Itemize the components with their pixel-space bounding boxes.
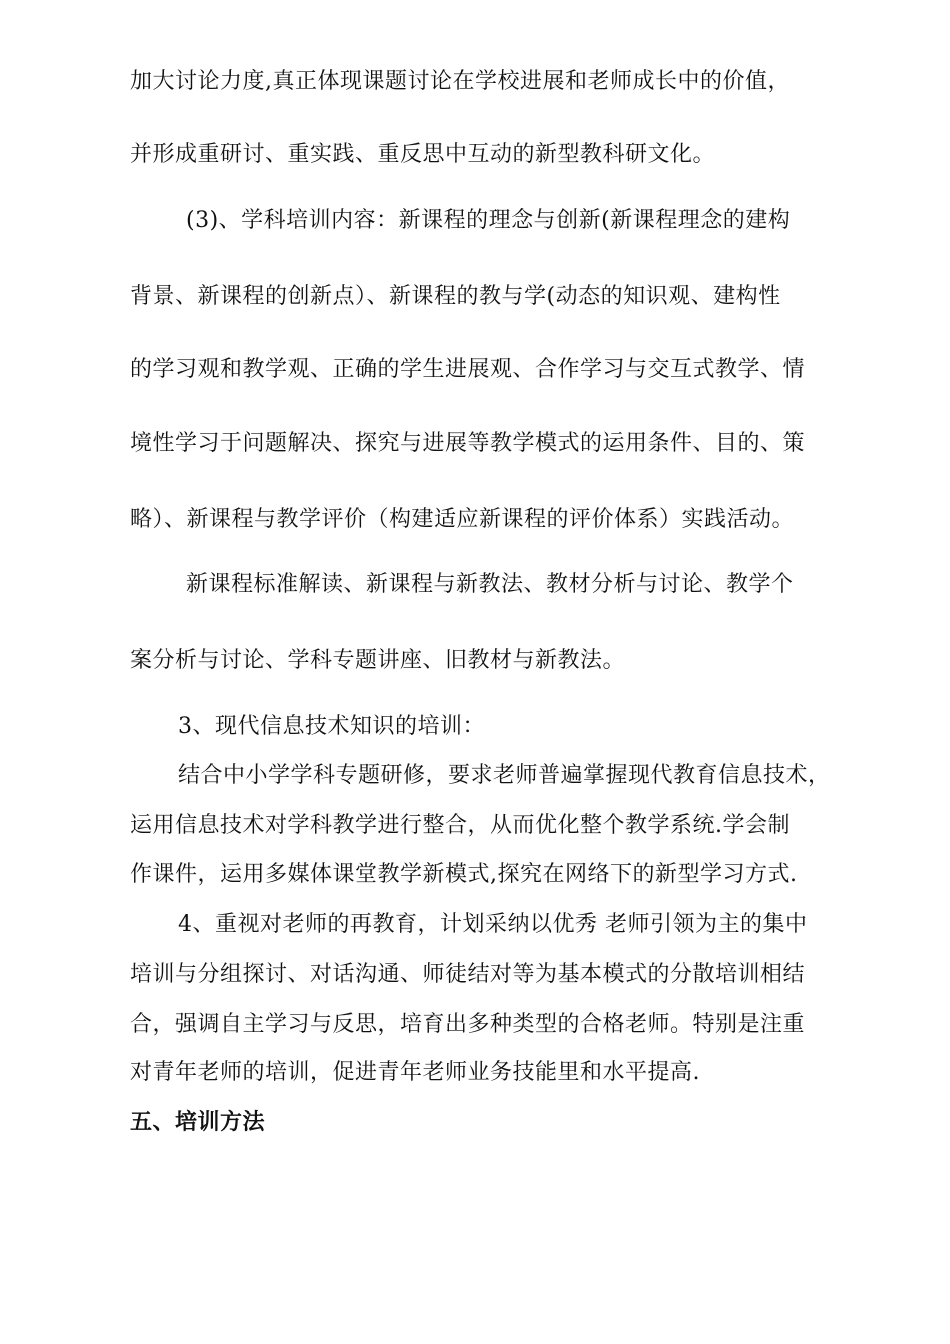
paragraph-line-5: 的学习观和教学观、正确的学生进展观、合作学习与交互式教学、情	[130, 357, 806, 382]
paragraph-line-8: 新课程标准解读、新课程与新教法、教材分析与讨论、教学个	[186, 572, 794, 597]
paragraph-line-1: 加大讨论力度,真正体现课题讨论在学校进展和老师成长中的价值，	[130, 69, 790, 94]
paragraph-line-2: 并形成重研讨、重实践、重反思中互动的新型教科研文化。	[130, 142, 716, 167]
section-heading: 五、培训方法	[130, 1110, 266, 1135]
subheading-line: 3、现代信息技术知识的培训：	[178, 714, 485, 739]
paragraph-line-14: 4、重视对老师的再教育，计划采纳以优秀 老师引领为主的集中	[178, 912, 808, 937]
paragraph-line-3: (3)、学科培训内容：新课程的理念与创新(新课程理念的建构	[186, 208, 791, 233]
paragraph-line-7: 略）、新课程与教学评价（构建适应新课程的评价体系）实践活动。	[130, 507, 795, 532]
paragraph-line-11: 结合中小学学科专题研修，要求老师普遍掌握现代教育信息技术，	[178, 763, 831, 788]
paragraph-line-9: 案分析与讨论、学科专题讲座、旧教材与新教法。	[130, 648, 626, 673]
paragraph-line-6: 境性学习于问题解决、探究与进展等教学模式的运用条件、目的、策	[130, 431, 806, 456]
paragraph-line-15: 培训与分组探讨、对话沟通、师徒结对等为基本模式的分散培训相结	[130, 962, 806, 987]
paragraph-line-4: 背景、新课程的创新点）、新课程的教与学(动态的知识观、建构性	[130, 284, 781, 309]
paragraph-line-17: 对青年老师的培训，促进青年老师业务技能里和水平提高.	[130, 1060, 700, 1085]
paragraph-line-12: 运用信息技术对学科教学进行整合，从而优化整个教学系统.学会制	[130, 813, 790, 838]
paragraph-line-13: 作课件，运用多媒体课堂教学新模式,探究在网络下的新型学习方式.	[130, 862, 798, 887]
paragraph-line-16: 合，强调自主学习与反思，培育出多种类型的合格老师。特别是注重	[130, 1012, 806, 1037]
